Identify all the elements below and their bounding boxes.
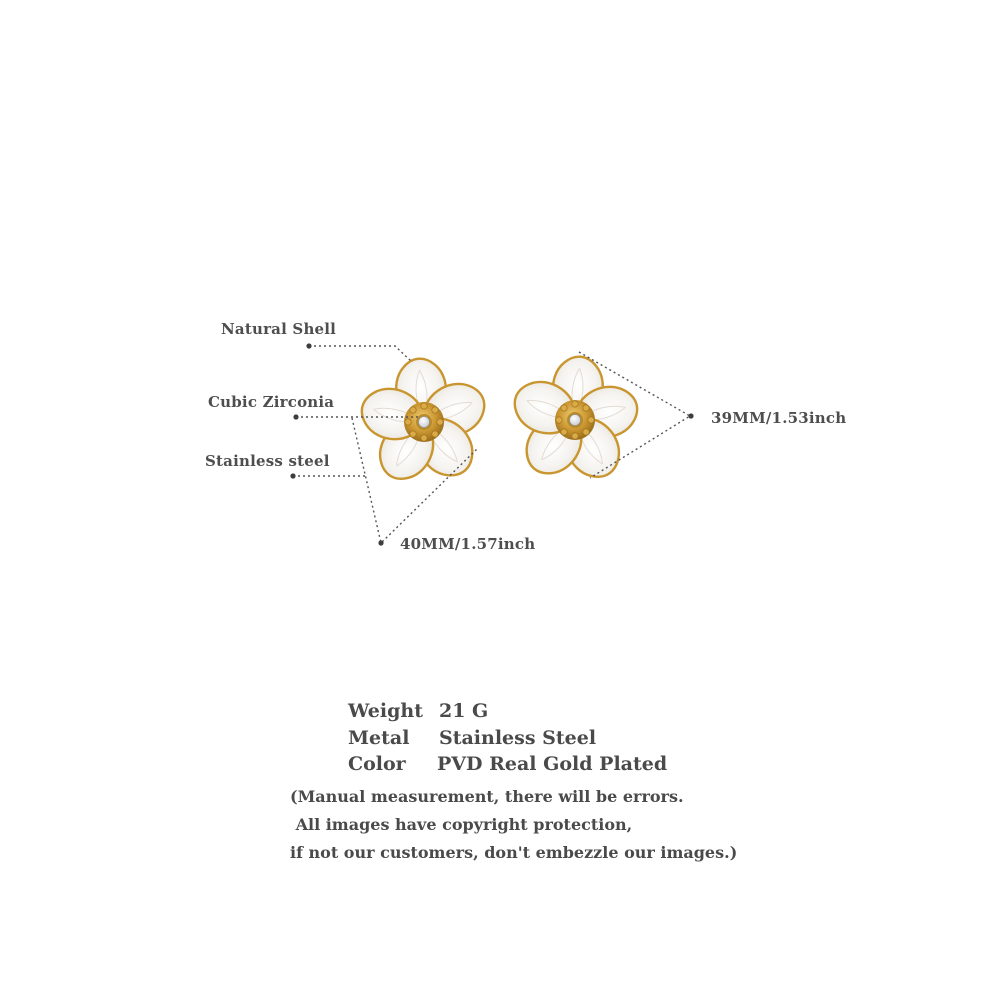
- right-earring-image: [507, 355, 643, 487]
- disclaimer-line-3: if not our customers, don't embezzle our images.): [290, 843, 738, 862]
- spec-label: Color: [348, 753, 406, 775]
- natural-shell-dot: [306, 343, 311, 348]
- disclaimer-line-1: (Manual measurement, there will be errors.: [290, 787, 684, 806]
- left-earring-image: [356, 357, 492, 489]
- stainless-steel-dot: [290, 473, 295, 478]
- spec-value: Stainless Steel: [439, 726, 597, 749]
- spec-label: Weight: [348, 700, 423, 722]
- width-dimension-dot: [688, 413, 693, 418]
- height-dimension-label: 40MM/1.57inch: [400, 535, 536, 553]
- cubic-zirconia-dot: [293, 414, 298, 419]
- natural-shell-label: Natural Shell: [221, 320, 337, 338]
- stainless-steel-label: Stainless steel: [205, 452, 330, 470]
- height-dimension-dot: [378, 540, 383, 545]
- spec-value: 21 G: [439, 700, 489, 722]
- spec-label: Metal: [348, 726, 410, 749]
- natural-shell-leader-line: [309, 346, 412, 362]
- cubic-zirconia-label: Cubic Zirconia: [208, 393, 335, 411]
- spec-value: PVD Real Gold Plated: [437, 753, 668, 775]
- width-dimension-label: 39MM/1.53inch: [711, 409, 847, 427]
- disclaimer-line-2: All images have copyright protection,: [290, 815, 633, 834]
